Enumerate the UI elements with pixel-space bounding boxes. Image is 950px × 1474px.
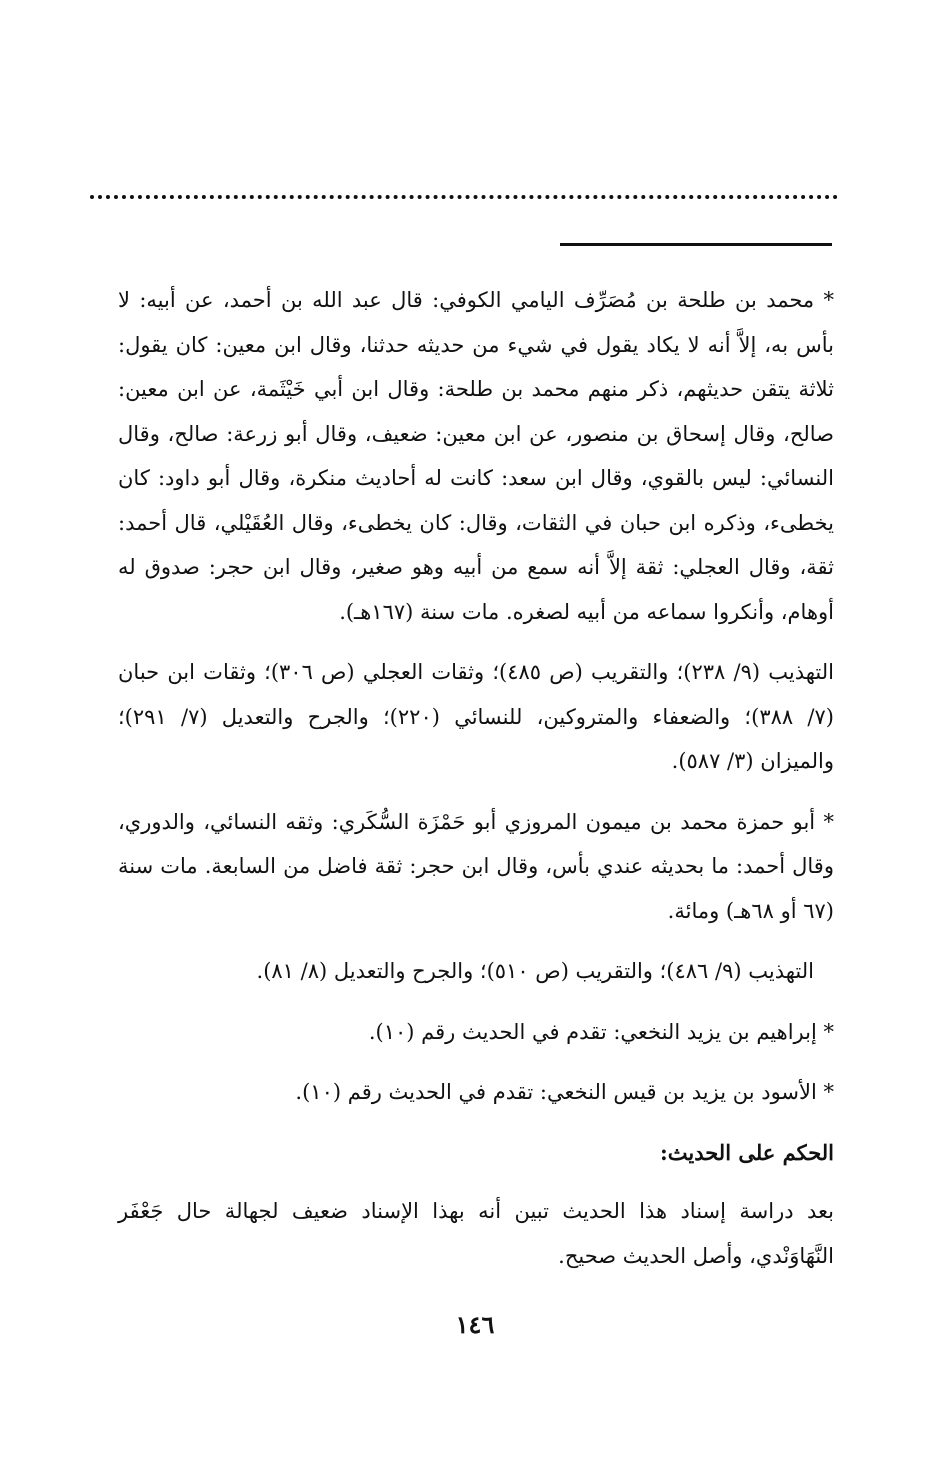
- dotted-separator: [90, 195, 838, 199]
- footnote-rule: [560, 243, 832, 246]
- references-abu-hamza: التهذيب (٩/ ٤٨٦)؛ والتقريب (ص ٥١٠)؛ والجرح والتعديل (٨/ ٨١).: [256, 959, 814, 983]
- page-body: [118, 278, 834, 1294]
- verdict-text: بعد دراسة إسناد هذا الحديث تبين أنه بهذا الإسناد ضعيف لجهالة حال جَعْفَر النَّهَاوَنْدي، وأصل الحديث صحيح.: [118, 1199, 834, 1268]
- verdict-heading: الحكم على الحديث:: [660, 1139, 834, 1165]
- narrator-bio-muhammad-ibn-talha: * محمد بن طلحة بن مُصَرِّف اليامي الكوفي: قال عبد الله بن أحمد، عن أبيه: لا بأس به، إلاَّ أنه لا يكاد يقول في شيء من حديثه حدثنا، وقال ابن معين: كان يقول: ثلاثة يتقن حديثهم، ذكر منهم محمد بن طلحة: وقال ابن أبي خَيْثَمة، عن ابن معين: صالح، وقال إسحاق بن منصور، عن ابن معين: ضعيف، وقال أبو زرعة: صالح، وقال النسائي: ليس بالقوي، وقال ابن سعد: كانت له أحاديث منكرة، وقال أبو داود: كان يخطىء، وذكره ابن حبان في الثقات، وقال: كان يخطىء، وقال العُقَيْلي، قال أحمد: ثقة، وقال العجلي: ثقة إلاَّ أنه سمع من أبيه وهو صغير، وقال ابن حجر: صدوق له أوهام، وأنكروا سماعه من أبيه لصغره. مات سنة (١٦٧هـ).: [118, 288, 834, 624]
- narrator-aswad-nakhai: * الأسود بن يزيد بن قيس النخعي: تقدم في الحديث رقم (١٠).: [295, 1080, 834, 1104]
- references-muhammad-ibn-talha: التهذيب (٩/ ٢٣٨)؛ والتقريب (ص ٤٨٥)؛ وثقات العجلي (ص ٣٠٦)؛ وثقات ابن حبان (٧/ ٣٨٨)؛ والضعفاء والمتروكين، للنسائي (٢٢٠)؛ والجرح والتعديل (٧/ ٢٩١)؛ والميزان (٣/ ٥٨٧).: [118, 660, 834, 773]
- narrator-bio-abu-hamza: * أبو حمزة محمد بن ميمون المروزي أبو حَمْزَة السُّكَري: وثقه النسائي، والدوري، وقال أحمد: ما بحديثه عندي بأس، وقال ابن حجر: ثقة فاضل من السابعة. مات سنة (٦٧ أو ٦٨هـ) ومائة.: [118, 809, 834, 923]
- page-number: ١٤٦: [455, 1310, 495, 1339]
- narrator-ibrahim-nakhai: * إبراهيم بن يزيد النخعي: تقدم في الحديث رقم (١٠).: [368, 1019, 834, 1044]
